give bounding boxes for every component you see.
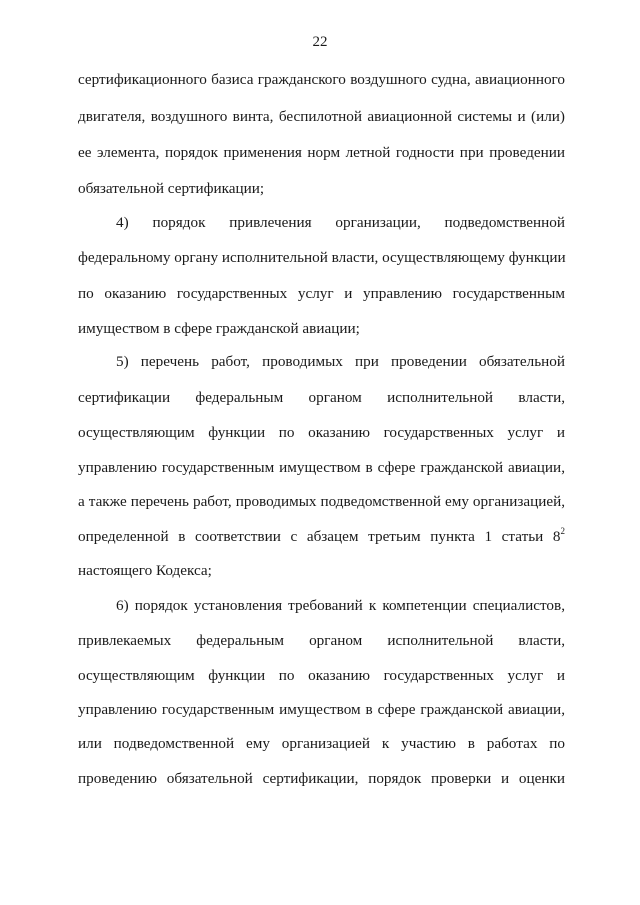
text-line: сертификации федеральным органом исполнительной власти,: [78, 389, 565, 406]
text-line: 6) порядок установления требований к компетенции специалистов,: [116, 597, 565, 614]
text-line-content: определенной в соответствии с абзацем третьим пункта 1 статьи 8: [78, 528, 561, 545]
text-line: а также перечень работ, проводимых подведомственной ему организацией,: [78, 493, 565, 510]
text-line: имуществом в сфере гражданской авиации;: [78, 320, 360, 337]
text-line: привлекаемых федеральным органом исполнительной власти,: [78, 632, 565, 649]
page-number: 22: [312, 34, 328, 50]
text-line: обязательной сертификации;: [78, 180, 265, 197]
text-line: ее элемента, порядок применения норм летной годности при проведении: [78, 144, 565, 161]
text-line: сертификационного базиса гражданского воздушного судна, авиационного: [78, 71, 565, 88]
text-line: или подведомственной ему организацией к участию в работах по: [78, 735, 565, 752]
text-line: осуществляющим функции по оказанию государственных услуг и: [78, 667, 565, 684]
text-line: федеральному органу исполнительной власти, осуществляющему функции: [78, 249, 566, 266]
text-line: управлению государственным имуществом в сфере гражданской авиации,: [78, 459, 565, 476]
text-line: 4) порядок привлечения организации, подведомственной: [116, 214, 565, 231]
text-line: проведению обязательной сертификации, порядок проверки и оценки: [78, 770, 565, 787]
text-line: двигателя, воздушного винта, беспилотной авиационной системы и (или): [78, 108, 565, 125]
text-line: управлению государственным имуществом в сфере гражданской авиации,: [78, 701, 565, 718]
text-line: настоящего Кодекса;: [78, 562, 212, 579]
text-line: осуществляющим функции по оказанию государственных услуг и: [78, 424, 565, 441]
text-line: 5) перечень работ, проводимых при проведении обязательной: [116, 353, 565, 370]
text-line-with-superscript: [78, 527, 565, 547]
text-line: по оказанию государственных услуг и управлению государственным: [78, 285, 565, 302]
superscript: 2: [560, 526, 565, 536]
